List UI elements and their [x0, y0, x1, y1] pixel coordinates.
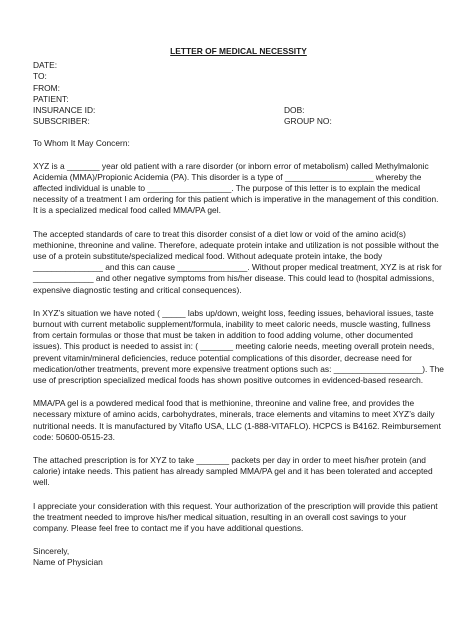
dob-label: DOB: [284, 104, 305, 115]
group-no-label: GROUP NO: [284, 116, 332, 127]
date-label: DATE: [33, 60, 58, 71]
subscriber-label: SUBSCRIBER: [33, 116, 90, 127]
insurance-id-label: INSURANCE ID: [33, 104, 96, 115]
header-fields [33, 60, 444, 127]
paragraph-appreciation: I appreciate your consideration with this request. Your authorization of the prescription will provide this patient the treatment needed to improve his/her medical situation, resulting in an overall cost savings to your company. Please feel free to contact me if you have additional questions. [33, 500, 438, 534]
patient-label: PATIENT: [33, 93, 69, 104]
to-label: TO: [33, 71, 47, 82]
letter-title: LETTER OF MEDICAL NECESSITY [170, 46, 307, 56]
paragraph-standards-of-care: The accepted standards of care to treat this disorder consist of a diet low or void of the amino acid(s) methionine, threonine and valine. Therefore, adequate protein intake and utilization is not possible without the use of a protein substitute/specialized medical food. Without adequate protein intake, the body _______________ and this can cause _______________. Without proper medical treatment, XYZ is at risk for _____________ and other negative symptoms from his/her disease. This could lead to (hospital admissions, expensive diagnostic testing and critical consequences). [33, 228, 442, 295]
paragraph-prescription: The attached prescription is for XYZ to take _______ packets per day in order to meet his/her protein (and calorie) intake needs. This patient has already sampled MMA/PA gel and it has been tolerated and accepted well. [33, 455, 433, 488]
from-label: FROM: [33, 82, 60, 93]
paragraph-product-description: MMA/PA gel is a powdered medical food that is methionine, threonine and valine free, and provides the necessary mixture of amino acids, carbohydrates, minerals, trace elements and vitamins to meet XYZ’s daily nutritional needs. It is manufactured by Vitaflo USA, LLC (1-888-VITAFLO). HCPCS is B4162. Reimbursement code: 50600-0515-23. [33, 398, 441, 442]
salutation: To Whom It May Concern: [33, 138, 130, 149]
closing: Sincerely, [33, 546, 70, 557]
paragraph-patient-situation: In XYZ’s situation we have noted ( _____ labs up/down, weight loss, feeding issues, behavioral issues, taste burnout with current metabolic supplement/formula, inability to meet caloric needs, muscle wasting, fullness from certain formulas or those that must be taken in addition to food adding volume, other documented issues). This product is needed to assist in: ( _______ meeting calorie needs, meeting overall protein needs, prevent vitamin/mineral deficiencies, reduce potential complications of this disorder, decrease need for medication/other treatments, prevent more expensive treatment options such as: ___________________). The use of prescription specialized medical foods has shown positive outcomes in evidenced-based research. [33, 307, 444, 385]
physician-name: Name of Physician [33, 557, 103, 568]
paragraph-diagnosis: XYZ is a _______ year old patient with a rare disorder (or inborn error of metabolism) called Methylmalonic Acidemia (MMA)/Propionic Acidemia (PA). This disorder is a type of ___________________ whereby the affected individual is unable to __________________. The purpose of this letter is to explain the medical necessity of a treatment I am ordering for this patient which is imperative in the management of this condition. It is a specialized medical food called MMA/PA gel. [33, 160, 439, 216]
